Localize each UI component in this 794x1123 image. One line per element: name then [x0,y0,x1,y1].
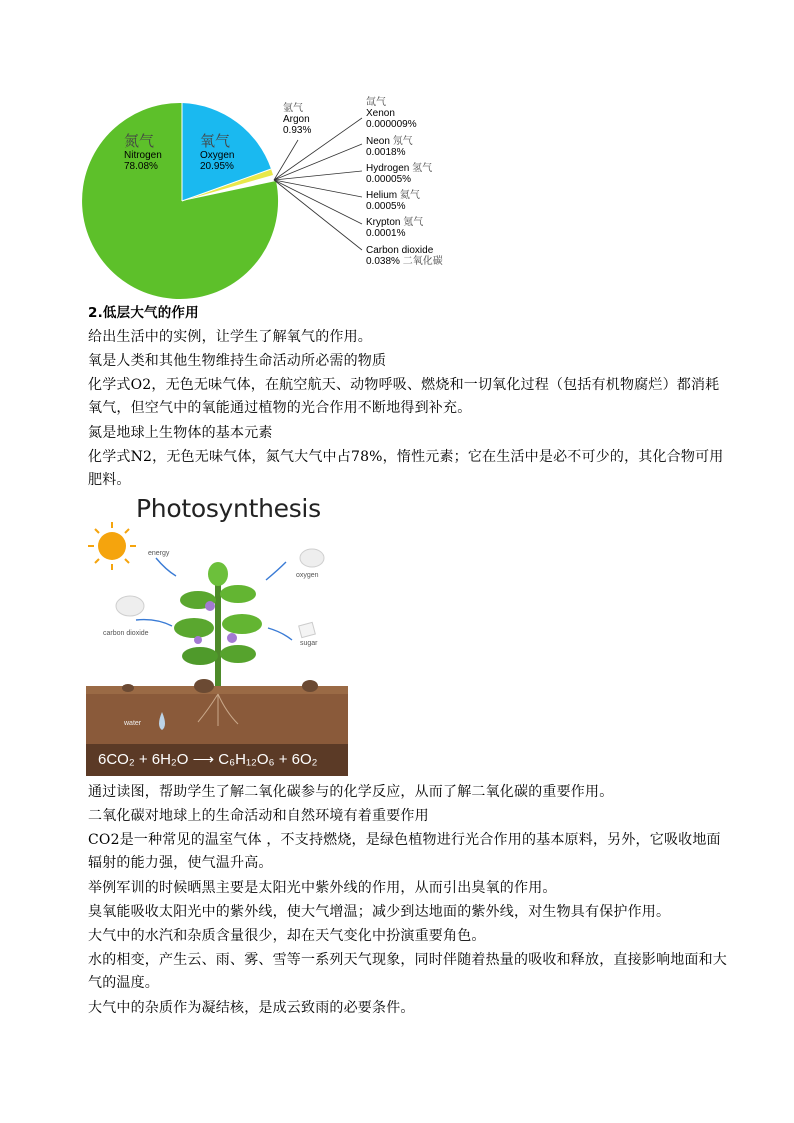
label-nitrogen-en: Nitrogen [124,150,162,161]
label-xenon-cn: 氙气 [366,97,386,108]
label-nitrogen [124,134,162,172]
label-hydrogen-en: Hydrogen [366,163,410,174]
pie-slice-nitrogen [82,103,278,299]
label-oxygen-cn: 氧气 [200,133,231,150]
label-co2-en: Carbon dioxide [366,245,434,256]
paragraph: 给出生活中的实例，让学生了解氧气的作用。 [88,329,372,345]
label-hydrogen [366,163,432,185]
label-argon-pct: 0.93% [283,125,312,136]
label-nitrogen-cn: 氮气 [124,133,155,150]
paragraph: 化学式N2，无色无味气体，氮气大气中占78%，惰性元素；它在生活中是必不可少的，其化合物可用肥料。 [88,449,724,488]
label-oxygen [200,134,234,172]
label-energy: energy [148,550,170,557]
atmosphere-pie-chart [80,95,280,315]
label-neon [366,136,413,158]
label-argon-en: Argon [283,114,310,125]
label-co2-cn: 二氧化碳 [402,256,443,267]
label-oxygen-photo: oxygen [296,572,319,579]
plant-icon [174,562,262,694]
label-water: water [124,720,142,727]
label-helium [366,190,420,212]
label-xenon-pct: 0.000009% [366,119,417,130]
label-carbon-dioxide [366,245,443,267]
label-carbon-dioxide-photo: carbon dioxide [103,630,149,637]
paragraph: 氮是地球上生物体的基本元素 [88,425,273,441]
label-krypton-cn: 氪气 [403,217,424,228]
label-oxygen-pct: 20.95% [200,161,234,172]
label-krypton [366,217,423,239]
label-hydrogen-pct: 0.00005% [366,174,412,185]
photo-title: Photosynthesis [136,494,321,523]
label-argon [283,103,311,136]
label-nitrogen-pct: 78.08% [124,161,158,172]
paragraph: 通过读图，帮助学生了解二氧化碳参与的化学反应，从而了解二氧化碳的重要作用。 [88,784,614,800]
label-xenon-en: Xenon [366,108,395,119]
label-helium-en: Helium [366,190,398,201]
section-heading: 2.低层大气的作用 [88,305,199,321]
label-krypton-pct: 0.0001% [366,228,406,239]
label-helium-cn: 氦气 [399,190,420,201]
photosynthesis-illustration [86,490,348,776]
label-xenon [366,97,417,130]
paragraph: 大气中的杂质作为凝结核，是成云致雨的必要条件。 [88,1000,415,1016]
sun-icon [88,522,136,570]
paragraph: 氧是人类和其他生物维持生命活动所必需的物质 [88,353,387,369]
paragraph [88,374,728,420]
label-argon-cn: 氩气 [283,103,303,114]
paragraph: 大气中的水汽和杂质含量很少，却在天气变化中扮演重要角色。 [88,928,486,944]
paragraph: CO2是一种常见的温室气体 ，不支持燃烧，是绿色植物进行光合作用的基本原料，另外，它吸收地面辐射的能力强，使气温升高。 [88,832,721,871]
label-hydrogen-cn: 氢气 [412,163,433,174]
paragraph: 举例军训的时候晒黑主要是太阳光中紫外线的作用，从而引出臭氧的作用。 [88,880,557,896]
label-oxygen-en: Oxygen [200,150,235,161]
label-neon-en: Neon [366,136,390,147]
paragraph-text: 化学式O2，无色无味气体，在航空航天、动物呼吸、燃烧和一切氧化过程（包括有机物腐烂）都消耗氧气，但空气中的氧能通过植物的光合作用不断地得到补充。 [88,377,720,416]
paragraph: 水的相变，产生云、雨、雾、雪等一系列天气现象，同时伴随着热量的吸收和释放，直接影响地面和大气的温度。 [88,952,727,991]
sugar-icon [299,622,316,637]
label-krypton-en: Krypton [366,217,401,228]
photosynthesis-equation: 6CO₂ + 6H₂O ⟶ C₆H₁₂O₆ + 6O₂ [86,744,348,776]
label-neon-pct: 0.0018% [366,147,406,158]
label-helium-pct: 0.0005% [366,201,406,212]
label-neon-cn: 氖气 [392,136,413,147]
soil [86,692,348,744]
paragraph: 二氧化碳对地球上的生命活动和自然环境有着重要作用 [88,808,429,824]
label-sugar: sugar [300,640,318,647]
label-co2-pct: 0.038% [366,256,400,267]
paragraph: 臭氧能吸收太阳光中的紫外线，使大气增温；减少到达地面的紫外线，对生物具有保护作用。 [88,904,671,920]
